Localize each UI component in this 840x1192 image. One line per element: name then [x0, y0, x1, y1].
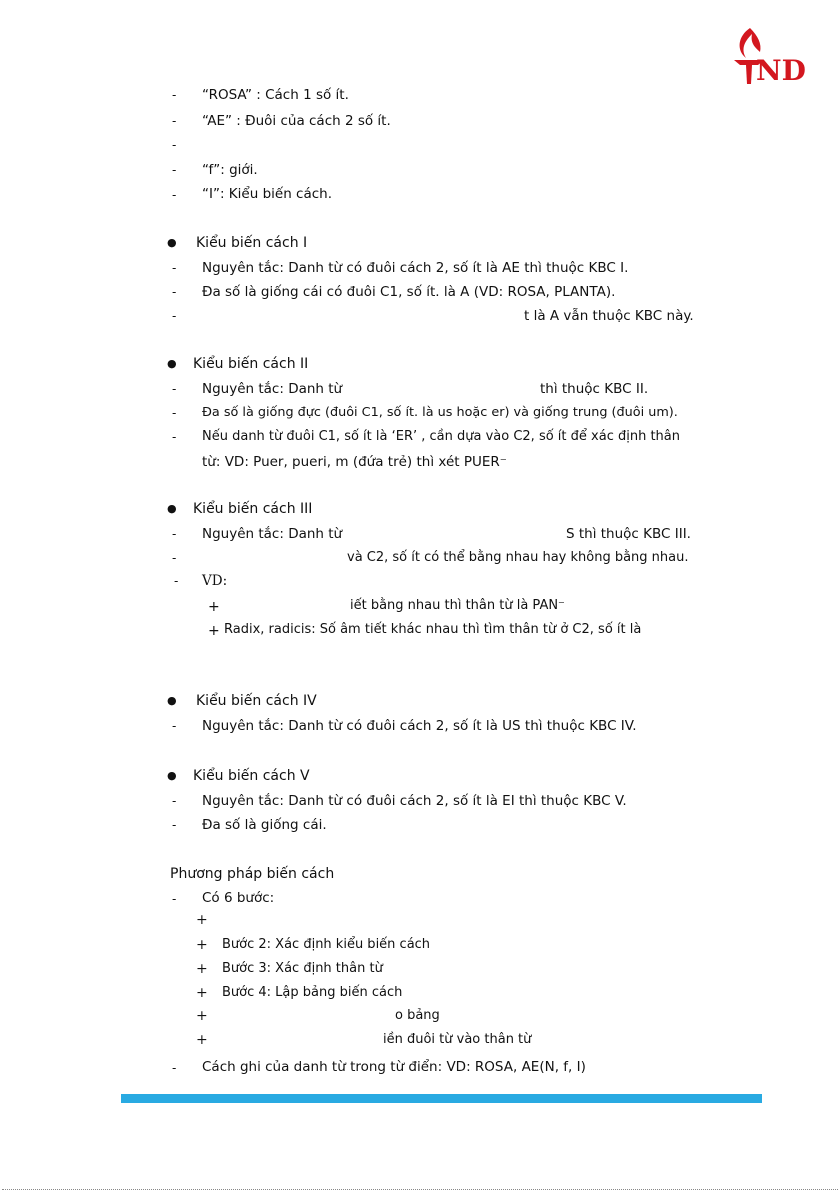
plus-bullet: + [196, 1008, 208, 1024]
method-title: Phương pháp biến cách [170, 866, 335, 882]
dash-bullet: - [174, 574, 179, 588]
intro-item-2: “AE” : Đuôi của cách 2 số ít. [202, 113, 391, 129]
footer-accent-bar [121, 1094, 762, 1103]
round-bullet: ● [167, 357, 177, 370]
dash-bullet: - [172, 163, 177, 177]
method-step-2: Bước 2: Xác định kiểu biến cách [222, 937, 431, 952]
plus-bullet: + [196, 961, 208, 977]
section3-sub-2: Radix, radicis: Số âm tiết khác nhau thì tìm thân từ ở C2, số ít là [224, 622, 642, 637]
section3-item-1a: Nguyên tắc: Danh từ [202, 526, 343, 542]
round-bullet: ● [167, 502, 177, 515]
section5-title: Kiểu biến cách V [193, 768, 310, 784]
page-bottom-divider [2, 1189, 838, 1190]
method-step-5: o bảng [395, 1008, 440, 1023]
dash-bullet: - [172, 138, 177, 152]
section4-item-1: Nguyên tắc: Danh từ có đuôi cách 2, số ít là US thì thuộc KBC IV. [202, 718, 637, 734]
dash-bullet: - [172, 892, 177, 906]
section5-item-1: Nguyên tắc: Danh từ có đuôi cách 2, số ít là EI thì thuộc KBC V. [202, 793, 627, 809]
dash-bullet: - [172, 794, 177, 808]
plus-bullet: + [208, 623, 220, 639]
nd-logo [728, 22, 812, 86]
section2-title: Kiểu biến cách II [193, 356, 309, 372]
method-step-4: Bước 4: Lập bảng biến cách [222, 985, 403, 1000]
round-bullet: ● [167, 236, 177, 249]
method-dictionary-note: Cách ghi của danh từ trong từ điển: VD: ROSA, AE(N, f, I) [202, 1059, 586, 1075]
dash-bullet: - [172, 382, 177, 396]
section3-item-3: VD: [202, 573, 228, 589]
plus-bullet: + [196, 1032, 208, 1048]
dash-bullet: - [172, 551, 177, 565]
method-step-3: Bước 3: Xác định thân từ [222, 961, 383, 976]
dash-bullet: - [172, 114, 177, 128]
plus-bullet: + [196, 912, 208, 928]
intro-item-5: “I”: Kiểu biến cách. [202, 186, 333, 202]
section5-item-2: Đa số là giống cái. [202, 817, 327, 833]
dash-bullet: - [172, 88, 177, 102]
method-intro: Có 6 bước: [202, 890, 275, 906]
plus-bullet: + [196, 985, 208, 1001]
section3-title: Kiểu biến cách III [193, 501, 313, 517]
section4-title: Kiểu biến cách IV [196, 693, 317, 709]
section1-item-2: Đa số là giống cái có đuôi C1, số ít. là A (VD: ROSA, PLANTA). [202, 284, 616, 300]
section2-item-2: Đa số là giống đực (đuôi C1, số ít. là us hoặc er) và giống trung (đuôi um). [202, 405, 678, 420]
round-bullet: ● [167, 694, 177, 707]
dash-bullet: - [172, 527, 177, 541]
dash-bullet: - [172, 309, 177, 323]
section3-sub-1: iết bằng nhau thì thân từ là PAN⁻ [350, 598, 565, 613]
plus-bullet: + [196, 937, 208, 953]
logo-text: ND [756, 54, 806, 86]
dash-bullet: - [172, 1061, 177, 1075]
dash-bullet: - [172, 818, 177, 832]
section3-item-1b: S thì thuộc KBC III. [566, 526, 691, 542]
section3-item-2: và C2, số ít có thể bằng nhau hay không bằng nhau. [347, 550, 689, 565]
dash-bullet: - [172, 261, 177, 275]
dash-bullet: - [172, 719, 177, 733]
plus-bullet: + [208, 599, 220, 615]
method-step-6: iền đuôi từ vào thân từ [383, 1032, 532, 1047]
section2-item-1a: Nguyên tắc: Danh từ [202, 381, 343, 397]
section2-item-1b: thì thuộc KBC II. [540, 381, 649, 397]
intro-item-1: “ROSA” : Cách 1 số ít. [202, 87, 349, 103]
intro-item-4: “f”: giới. [202, 162, 258, 178]
section1-item-3: t là A vẫn thuộc KBC này. [524, 308, 694, 324]
section1-item-1: Nguyên tắc: Danh từ có đuôi cách 2, số ít là AE thì thuộc KBC I. [202, 260, 629, 276]
dash-bullet: - [172, 430, 177, 444]
dash-bullet: - [172, 285, 177, 299]
section1-title: Kiểu biến cách I [196, 235, 308, 251]
dash-bullet: - [172, 188, 177, 202]
section2-item-3-line1: Nếu danh từ đuôi C1, số ít là ‘ER’ , cần dựa vào C2, số ít để xác định thân [202, 429, 680, 444]
round-bullet: ● [167, 769, 177, 782]
dash-bullet: - [172, 406, 177, 420]
section2-item-3-line2: từ: VD: Puer, pueri, m (đứa trẻ) thì xét PUER⁻ [202, 454, 507, 470]
